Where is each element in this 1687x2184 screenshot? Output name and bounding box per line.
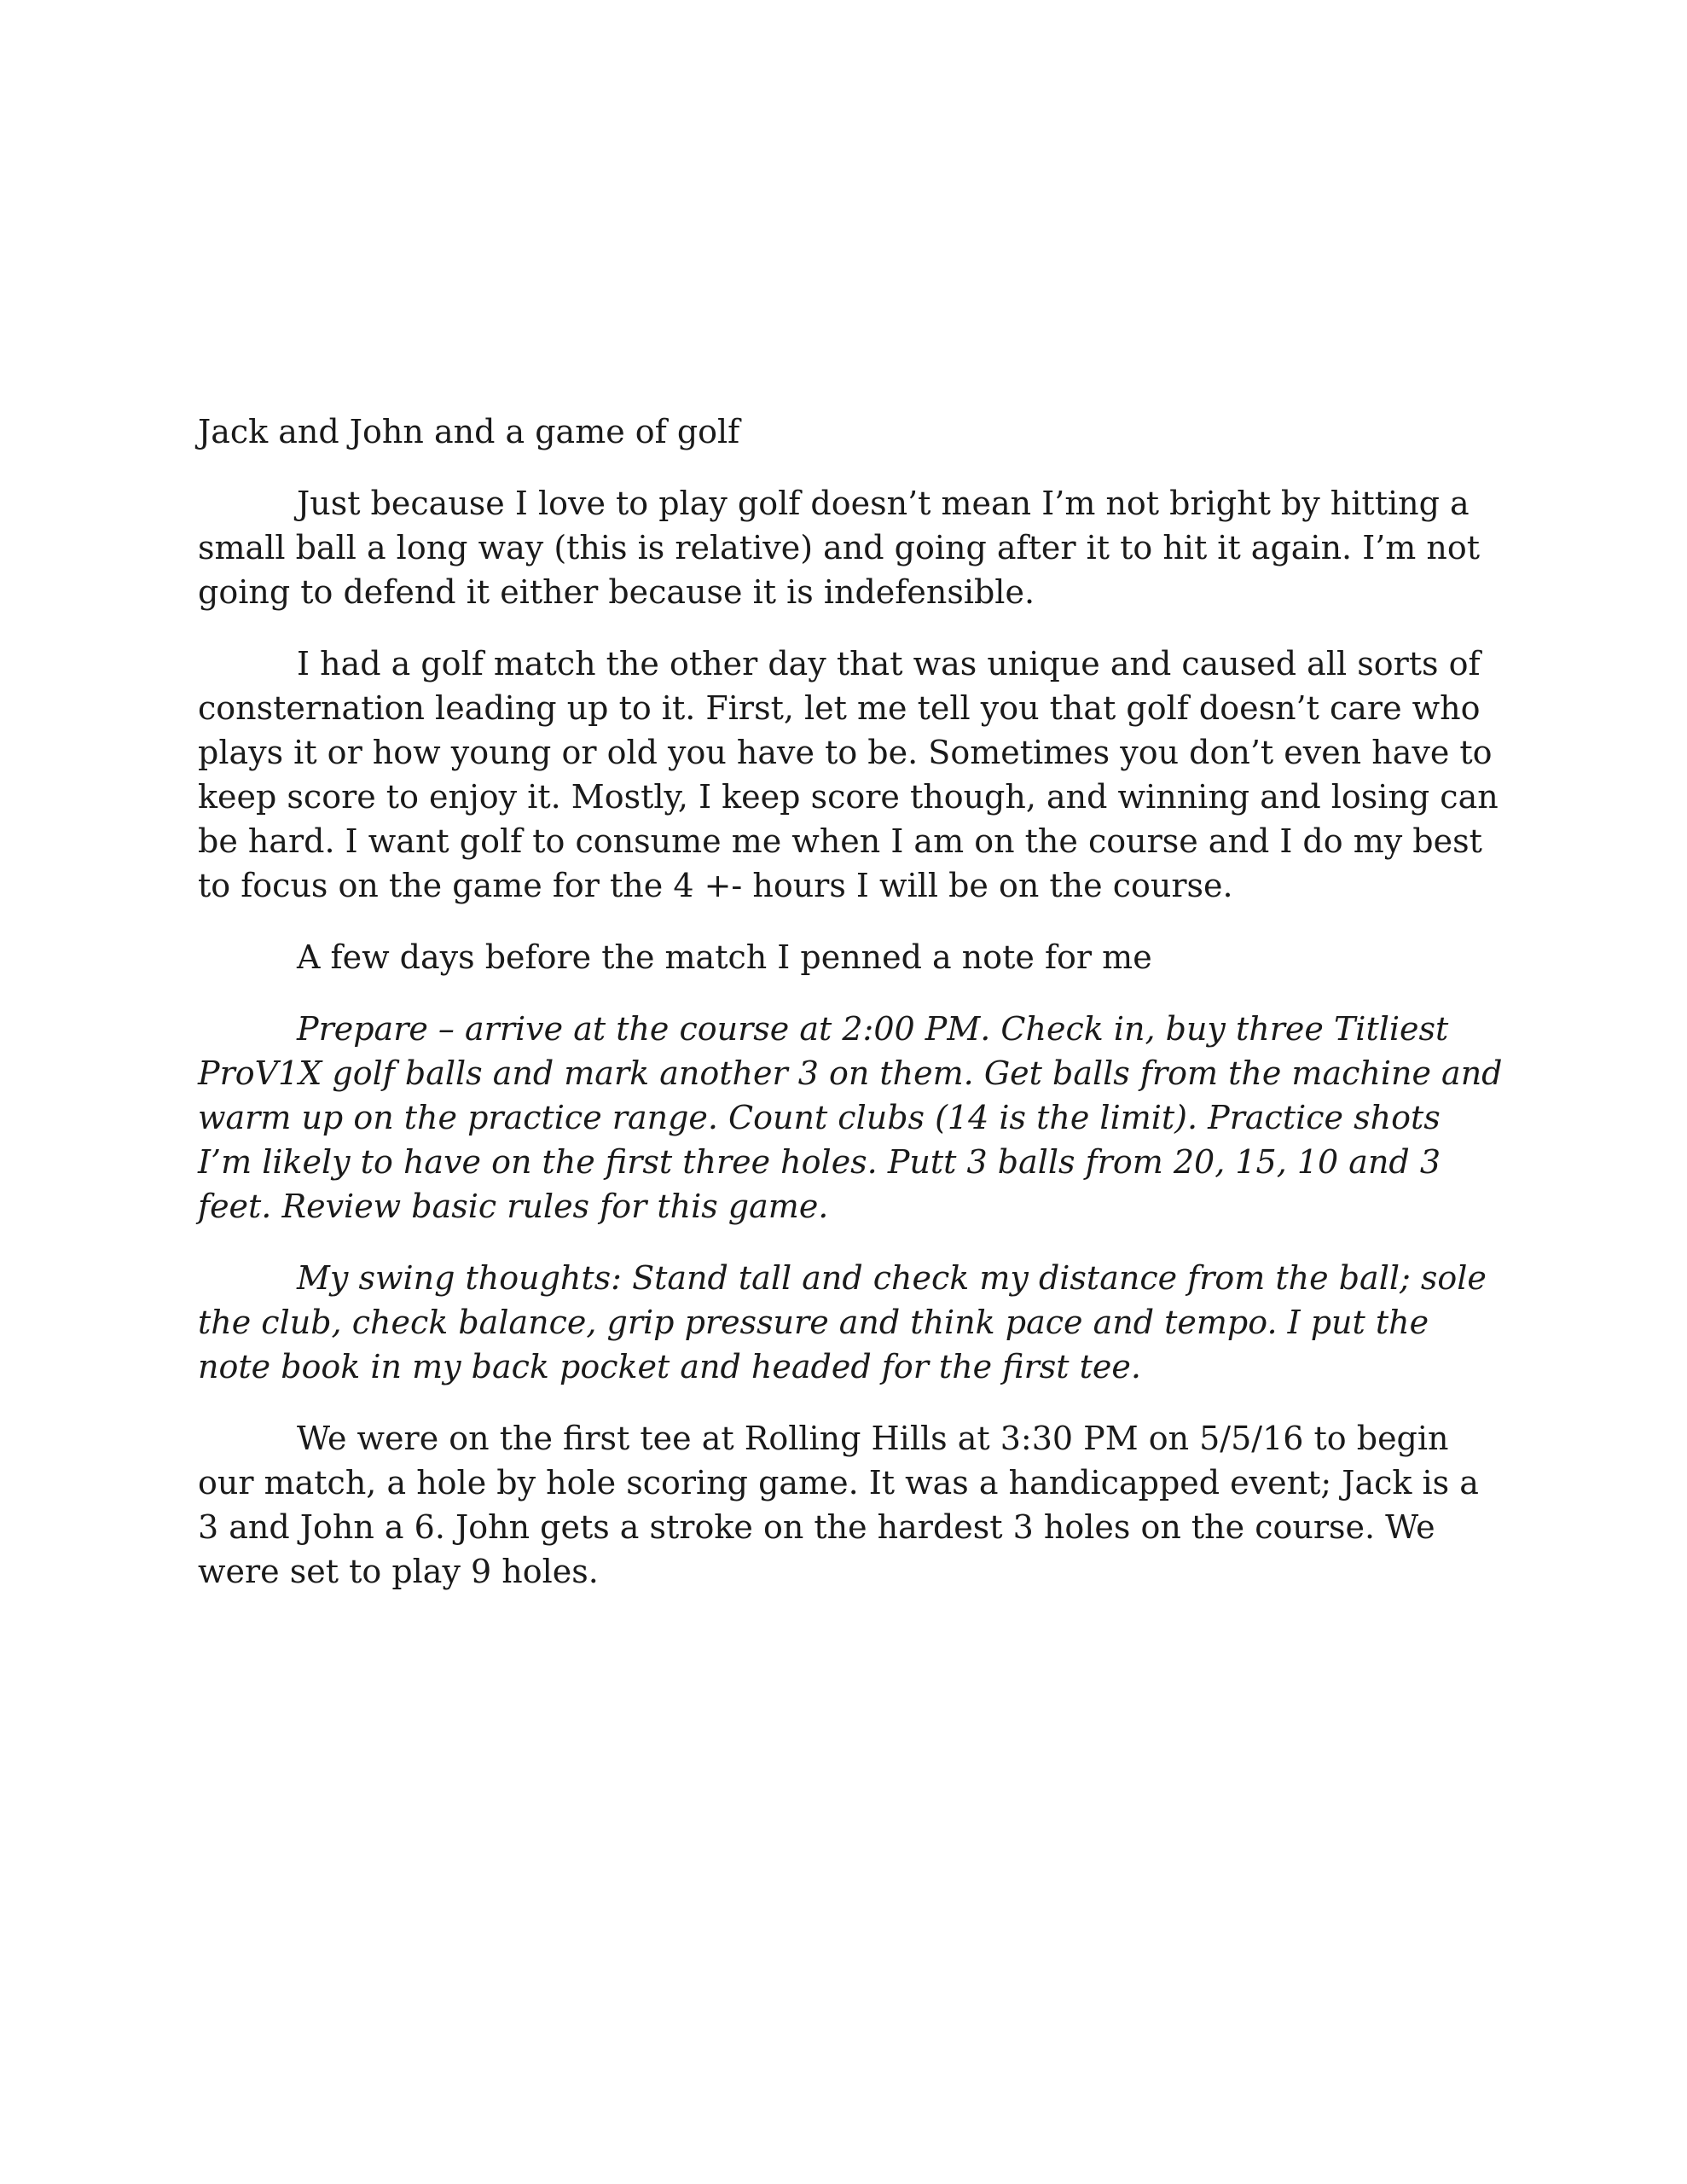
paragraph-swing-thoughts: My swing thoughts: Stand tall and check my distance from the ball; sole the club, check balance, grip pressure and think pace and tempo. I put the note book in my back pocket and headed for the first tee. (198, 1259, 1487, 1385)
paragraph-note-intro: A few days before the match I penned a note for me (297, 938, 1152, 976)
paragraph-first-tee: We were on the first tee at Rolling Hills at 3:30 PM on 5/5/16 to begin our match, a hole by hole scoring game. It was a handicapped event; Jack is a 3 and John a 6. John gets a stroke on the hardest 3 holes on the course. We were set to play 9 holes. (198, 1420, 1479, 1590)
paragraph-intro: Just because I love to play golf doesn’t mean I’m not bright by hitting a small ball a long way (this is relative) and going after it to hit it again. I’m not going to defend it either because it is indefensible. (198, 485, 1481, 611)
paragraph-match: I had a golf match the other day that was unique and caused all sorts of consternation leading up to it. First, let me tell you that golf doesn’t care who plays it or how young or old you have to be. Sometimes you don’t even have to keep score to enjoy it. Mostly, I keep score though, and winning and losing can be hard. I want golf to consume me when I am on the course and I do my best to focus on the game for the 4 +- hours I will be on the course. (198, 645, 1499, 904)
document-body (198, 410, 1503, 1621)
paragraph-prepare-note: Prepare – arrive at the course at 2:00 PM. Check in, buy three Titliest ProV1X golf balls and mark another 3 on them. Get balls from the machine and warm up on the practice range. Count clubs (14 is the limit). Practice shots I’m likely to have on the first three holes. Putt 3 balls from 20, 15, 10 and 3 feet. Review basic rules for this game. (198, 1010, 1503, 1225)
document-title: Jack and John and a game of golf (198, 413, 740, 450)
